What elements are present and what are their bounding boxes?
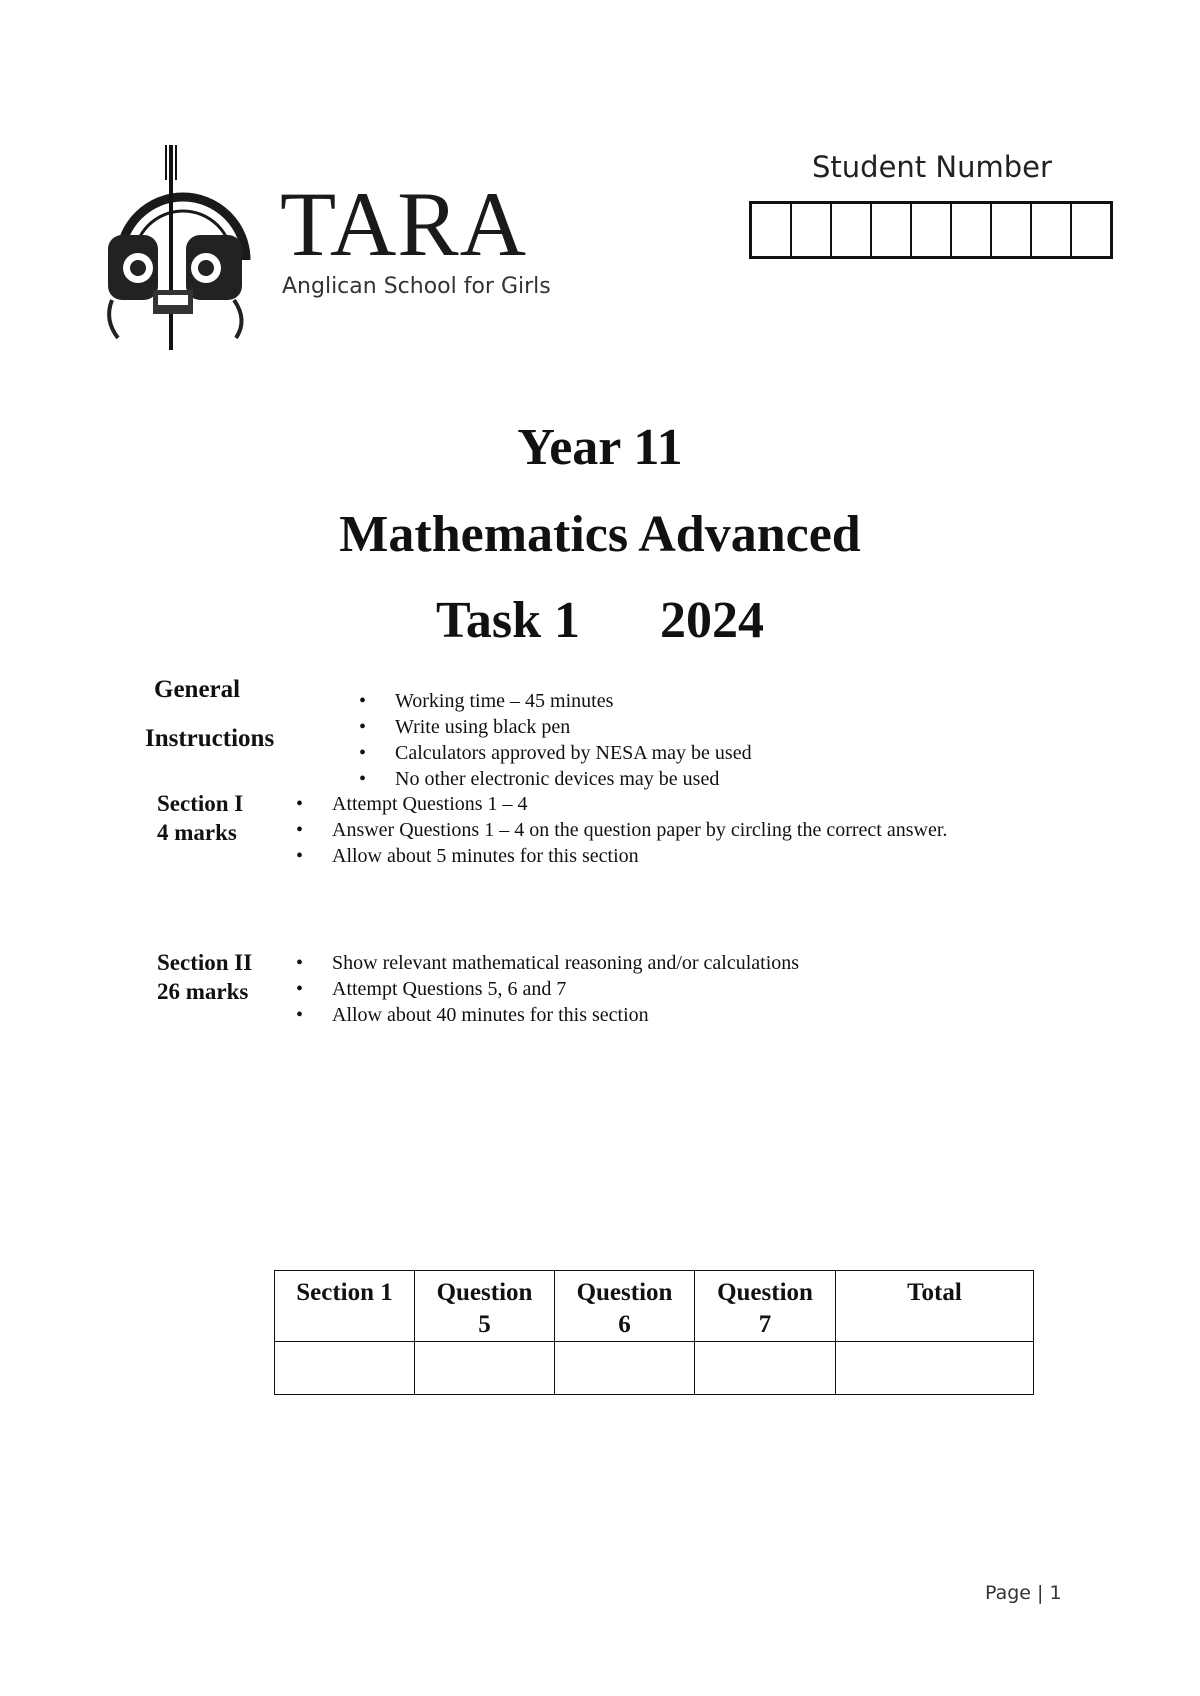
title-task — [0, 591, 1200, 650]
list-item: • Write using black pen — [359, 714, 752, 740]
section2-list — [296, 950, 799, 1028]
table-header-cell — [415, 1271, 555, 1342]
student-number-digit-box[interactable] — [1032, 204, 1072, 256]
section2-label — [157, 948, 252, 1006]
section2-marks: 26 marks — [157, 979, 249, 1004]
list-item: • Calculators approved by NESA may be used — [359, 740, 752, 766]
section2-name: Section II — [157, 950, 253, 975]
general-instructions-label-line1: General — [154, 676, 241, 703]
header-line2: 6 — [618, 1311, 631, 1338]
task-name: Task 1 — [435, 592, 581, 649]
page-number: Page | 1 — [985, 1582, 1062, 1604]
table-header-row — [275, 1271, 1034, 1342]
school-crest-icon — [98, 140, 268, 360]
table-header-cell — [836, 1271, 1034, 1342]
table-row — [275, 1342, 1034, 1395]
marks-table — [274, 1270, 1034, 1395]
list-item: • Show relevant mathematical reasoning and/or calculations — [296, 950, 799, 976]
logo-name: TARA — [280, 173, 528, 275]
title-subject: Mathematics Advanced — [339, 506, 861, 563]
logo-wordmark — [280, 173, 551, 299]
header-line1: Total — [907, 1279, 962, 1306]
marks-cell[interactable] — [836, 1342, 1034, 1395]
general-instructions-label-line2: Instructions — [145, 725, 275, 752]
general-instructions-list — [359, 688, 752, 792]
marks-cell[interactable] — [415, 1342, 555, 1395]
student-number-digit-box[interactable] — [912, 204, 952, 256]
header-line1: Question — [717, 1279, 813, 1306]
student-number-label: Student Number — [812, 150, 1052, 184]
student-number-boxes[interactable] — [749, 201, 1113, 259]
title-year: Year 11 — [517, 419, 683, 476]
header-line2: 5 — [478, 1311, 491, 1338]
list-item: • Answer Questions 1 – 4 on the question paper by circling the correct answer. — [296, 817, 947, 843]
student-number-digit-box[interactable] — [992, 204, 1032, 256]
list-item: • No other electronic devices may be used — [359, 766, 752, 792]
header-line1: Section 1 — [296, 1279, 393, 1306]
header-line1: Question — [576, 1279, 673, 1306]
task-year: 2024 — [660, 592, 765, 649]
logo-subtitle: Anglican School for Girls — [282, 274, 551, 299]
header-line2: 7 — [758, 1311, 772, 1338]
student-number-digit-box[interactable] — [952, 204, 992, 256]
table-header-cell — [695, 1271, 836, 1342]
section1-label — [157, 789, 243, 847]
student-number-digit-box[interactable] — [872, 204, 912, 256]
student-number-digit-box[interactable] — [1072, 204, 1110, 256]
marks-cell[interactable] — [555, 1342, 695, 1395]
marks-cell[interactable] — [275, 1342, 415, 1395]
table-header-cell — [275, 1271, 415, 1342]
student-number-digit-box[interactable] — [832, 204, 872, 256]
section1-name: Section I — [157, 791, 244, 816]
student-number-digit-box[interactable] — [752, 204, 792, 256]
section1-marks: 4 marks — [157, 820, 237, 845]
list-item: • Allow about 40 minutes for this section — [296, 1002, 799, 1028]
header-line1: Question — [436, 1279, 533, 1306]
section1-list — [296, 791, 947, 869]
student-number-digit-box[interactable] — [792, 204, 832, 256]
list-item: • Attempt Questions 1 – 4 — [296, 791, 947, 817]
table-header-cell — [555, 1271, 695, 1342]
marks-cell[interactable] — [695, 1342, 836, 1395]
list-item: • Working time – 45 minutes — [359, 688, 752, 714]
list-item: • Attempt Questions 5, 6 and 7 — [296, 976, 799, 1002]
list-item: • Allow about 5 minutes for this section — [296, 843, 947, 869]
